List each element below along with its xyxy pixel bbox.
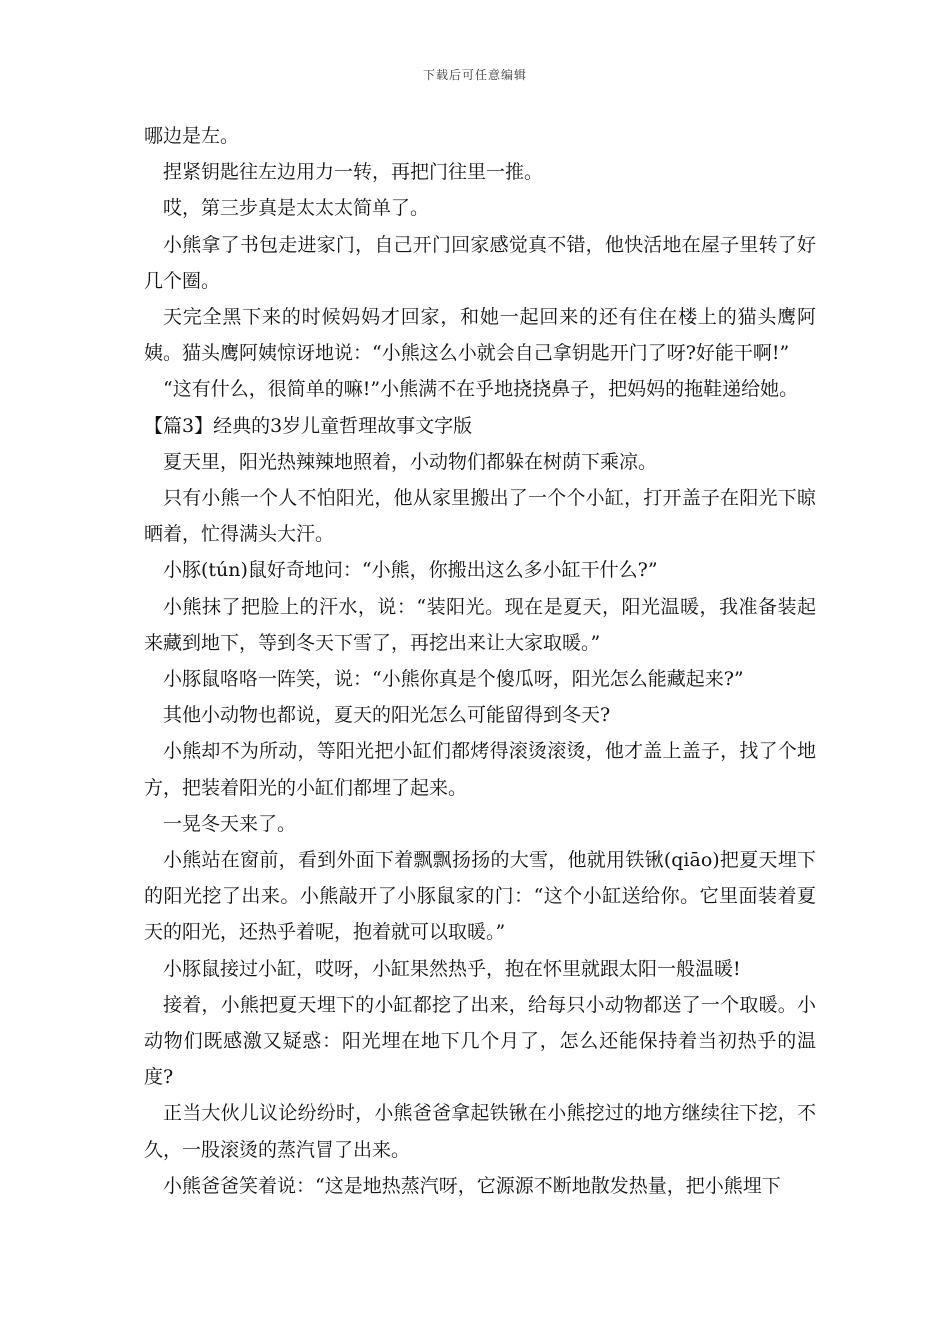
paragraph: 只有小熊一个人不怕阳光，他从家里搬出了一个个小缸，打开盖子在阳光下晾晒着，忙得满头大汗。 — [144, 487, 816, 546]
paragraph: 小豚鼠接过小缸，哎呀，小缸果然热乎，抱在怀里就跟太阳一般温暖! — [163, 957, 741, 980]
section-heading: 【篇3】经典的3岁儿童哲理故事文字版 — [144, 414, 473, 437]
paragraph: 捏紧钥匙往左边用力一转，再把门往里一推。 — [163, 161, 544, 184]
paragraph: 小熊站在窗前，看到外面下着飘飘扬扬的大雪，他就用铁锹(qiāo)把夏天埋下的阳光挖了出来。小熊敲开了小豚鼠家的门：“这个小缸送给你。它里面装着夏天的阳光，还热乎着呢，抱着就可以取暖。” — [144, 849, 816, 944]
paragraph: 小熊爸爸笑着说：“这是地热蒸汽呀，它源源不断地散发热量，把小熊埋下 — [163, 1174, 781, 1197]
paragraph: 哎，第三步真是太太太简单了。 — [163, 197, 430, 220]
paragraph: 一晃冬天来了。 — [163, 812, 297, 835]
paragraph: 夏天里，阳光热辣辣地照着，小动物们都躲在树荫下乘凉。 — [163, 450, 658, 473]
paragraph: 小熊拿了书包走进家门，自己开门回家感觉真不错，他快活地在屋子里转了好几个圈。 — [144, 233, 816, 292]
page-header: 下载后可任意编辑 — [422, 68, 527, 82]
paragraph: 接着，小熊把夏天埋下的小缸都挖了出来，给每只小动物都送了一个取暖。小动物们既感激又疑惑：阳光埋在地下几个月了，怎么还能保持着当初热乎的温度? — [144, 993, 816, 1089]
paragraph: 小豚鼠咯咯一阵笑，说：“小熊你真是个傻瓜呀，阳光怎么能藏起来?” — [163, 668, 744, 691]
paragraph: 小豚(tún)鼠好奇地问：“小熊，你搬出这么多小缸干什么?” — [163, 559, 658, 582]
paragraph: 其他小动物也都说，夏天的阳光怎么可能留得到冬天? — [163, 704, 611, 727]
paragraph: 正当大伙儿议论纷纷时，小熊爸爸拿起铁锹在小熊挖过的地方继续往下挖，不久，一股滚烫的蒸汽冒了出来。 — [144, 1102, 816, 1161]
paragraph: 小熊抹了把脸上的汗水，说：“装阳光。现在是夏天，阳光温暖，我准备装起来藏到地下，等到冬天下雪了，再挖出来让大家取暖。” — [144, 595, 816, 654]
paragraph: 小熊却不为所动，等阳光把小缸们都烤得滚烫滚烫，他才盖上盖子，找了个地方，把装着阳光的小缸们都埋了起来。 — [144, 740, 816, 799]
paragraph: 哪边是左。 — [144, 125, 240, 147]
paragraph: “这有什么，很简单的嘛!”小熊满不在乎地挠挠鼻子，把妈妈的拖鞋递给她。 — [163, 378, 799, 401]
document-body — [144, 118, 816, 1204]
paragraph: 天完全黑下来的时候妈妈才回家，和她一起回来的还有住在楼上的猫头鹰阿姨。猫头鹰阿姨惊讶地说：“小熊这么小就会自己拿钥匙开门了呀?好能干啊!” — [144, 306, 816, 365]
